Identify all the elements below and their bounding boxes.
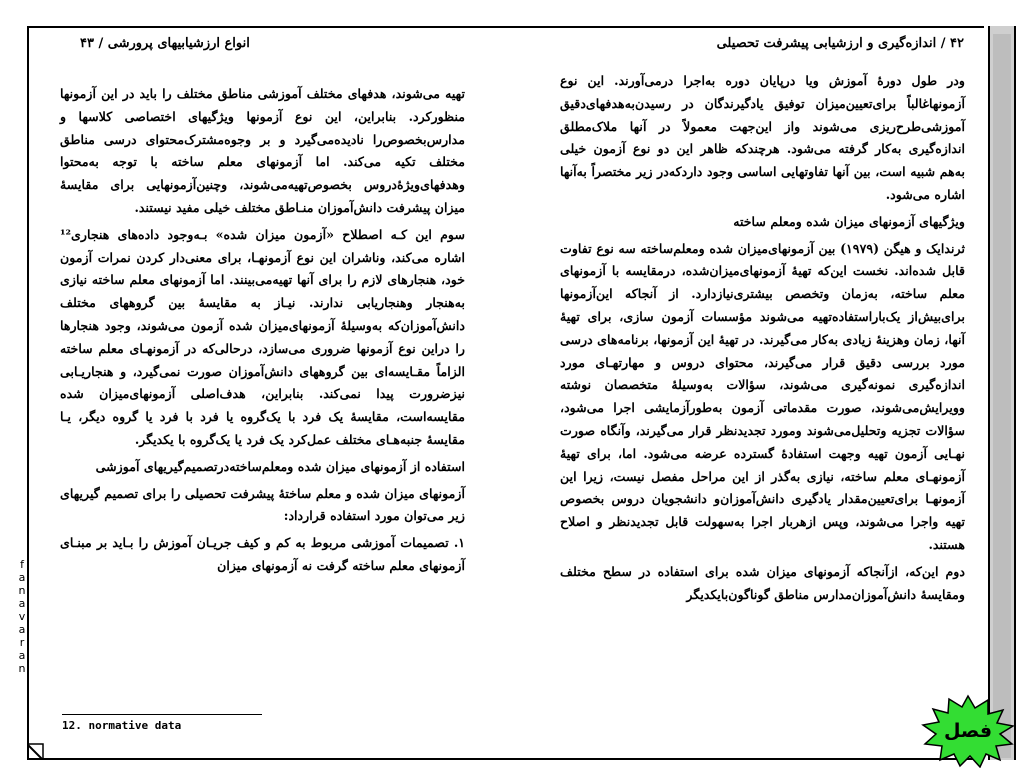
- chapter-button[interactable]: [920, 694, 1016, 768]
- section-heading: استفاده از آزمونهای میزان شده ومعلم‌ساخته‌درتصمیم‌گیریهای آموزشی: [95, 458, 465, 474]
- footnote: 12. normative data: [62, 719, 182, 732]
- chapter-label: فصل: [943, 720, 993, 742]
- scrollbar-thumb[interactable]: [993, 34, 1011, 758]
- page-corner-fold-icon: [27, 700, 67, 760]
- watermark-text: fanavaran: [18, 558, 26, 675]
- section-heading: ویژگیهای آزمونهای میزان شده ومعلم ساخته: [733, 213, 965, 229]
- paragraph: دوم این‌که، ازآنجاکه آزمونهای میزان شده برای استفاده در سطح مختلف ومقایسهٔ دانش‌آموزان‌مدارس مناطق گوناگون‌بایکدیگر: [560, 563, 965, 602]
- paragraph: ثرندایک و هیگن (۱۹۷۹) بین آزمونهای‌میزان شده و‌معلم‌ساخته سه نوع تفاوت قابل شده‌اند. نخست این‌که تهیهٔ آزمونهای‌میزان‌شده، درمقایسه با آزمونهای معلم ساخته، به‌زمان وتخصص بیشتری‌نیازدارد. از آنجاکه این‌آزمونها برای‌بیش‌از یک‌باراستفاده‌تهیه می‌شوند مؤسسات آزمون سازی، برای تهیهٔ آنها، زمان وهزینهٔ زیادی به‌کار می‌گیرند. در تهیهٔ این آزمونها، برنامه‌های درسی مورد بررسی دقیق قرار می‌گیرند، محتوای دروس و مهارتهـای مورد اندازه‌گیری نمونه‌گیری می‌شوند، سؤالات به‌وسیلهٔ متخصصان نوشته وویرایش‌می‌شوند، صورت مقدماتی آزمون به‌طورآزمایشی اجرا می‌شود، سؤالات تجزیه وتحلیل‌می‌شوند ومورد تجدیدنظر قرار می‌گیرند، وآنگاه صورت نهـایی آزمون تهیه وجهت استفادهٔ گسترده عرضه می‌شود. اما، برای تهیهٔ آزمونهـای معلم ساخته، نیازی به‌گذر از این مراحل مفصل نیست، زیرا این آزمونهـا برای‌تعیین‌مقدار یادگیری دانش‌آموزان‌و دانشجویان دروس بخصوص تهیه واجرا می‌شوند، وپس ازهربار اجرا به‌سهولت قابل تجدیدنظر و اصلاح هستند.: [560, 240, 965, 552]
- right-text-column: [560, 70, 965, 610]
- running-header-left: انواع ارزشیابیهای پرورشی / ۴۳: [80, 36, 250, 51]
- paragraph: آزمونهای میزان شده و معلم ساختهٔ پیشرفت تحصیلی را برای تصمیم گیریهای زیر می‌توان مورد استفاده قرارداد:: [60, 485, 465, 524]
- running-header-right: ۴۲ / اندازه‌گیری و ارزشیابی پیشرفت تحصیلی: [716, 36, 964, 51]
- left-text-column: [60, 83, 465, 582]
- footnote-divider: [62, 714, 262, 715]
- watermark-label: [17, 558, 27, 675]
- paragraph: ودر طول دورهٔ آموزش ویا درپایان دوره به‌اجرا درمی‌آورند. این نوع آزمونهاغالباً برای‌تعیین‌میزان توفیق یادگیرندگان در رسیدن‌به‌هدفهای‌دقیق آموزشی‌طرح‌ریزی می‌شوند واز این‌جهت معمولاً در آنها ملاک‌مطلق اندازه‌گیری به‌کار گرفته می‌شود. هرچندکه ظاهر این دو نوع آزمون خیلی به‌هم شبیه است، بین آنها تفاوتهایی اساسی وجود داردکه‌در زیر مختصراً به‌آنها اشاره می‌شود.: [560, 73, 965, 202]
- paragraph: سوم این کـه اصطلاح «آزمون میزان شده» بـه‌وجود داده‌های هنجاری¹² اشاره می‌کند، وناشران این نوع آزمونهـا، برای معنی‌دار کردن نمرات آزمون خود، هنجارهای لازم را برای آنها تهیه‌می‌بینند. اما آزمونهای معلم ساخته نیازی به‌هنجار وهنجاریابی ندارند. نیـاز به مقایسهٔ بین گروههای مختلف دانش‌آموزان‌که به‌وسیلهٔ آزمونهای‌میزان شده آزمون می‌شوند، وجود هنجارها را دراین نوع آزمونها ضروری می‌سازد، درحالی‌که در آزمونهـای معلم ساخته الزاماً مقـایسه‌ای بین گروههای دانش‌آموزان صورت نمی‌گیرد، و هنجاریـابی نیزضرورت پیدا نمی‌کند. بنابراین، هدف‌اصلی آزمونهای‌میزان شده مقایسه‌است، مقایسهٔ یک فرد با یک‌گروه یا فرد با فرد یا گروه دیگر، یـا مقایسهٔ جنبه‌هـای مختلف عمل‌کرد یک فرد یا یک‌گروه با یکدیگر.: [60, 226, 465, 447]
- paragraph: تهیه می‌شوند، هدفهای مختلف آموزشی مناطق مختلف را باید در این آزمونها منظورکرد. بنابراین، این نوع آزمونها ویژگیهای اختصاصی کلاسها و مدارس‌بخصوص‌را نادیده‌می‌گیرد و بر وجوه‌مشترک‌محتوای درسی مناطق مختلف تکیه می‌کند. اما آزمونهای معلم ساخته با توجه به‌محتوا وهدفهای‌ویژهٔ‌دروس بخصوص‌تهیه‌می‌شوند، وچنین‌آزمونهایی برای مقایسهٔ میزان پیشرفت دانش‌آموزان منـاطق مختلف خیلی مفید نیستند.: [60, 86, 465, 215]
- paragraph: ۱. تصمیمات آموزشی مربوط به کم و کیف جریـان آموزش را بـاید بر مبنـای آزمونهای معلم ساخته گرفت نه آزمونهای میزان: [60, 535, 465, 573]
